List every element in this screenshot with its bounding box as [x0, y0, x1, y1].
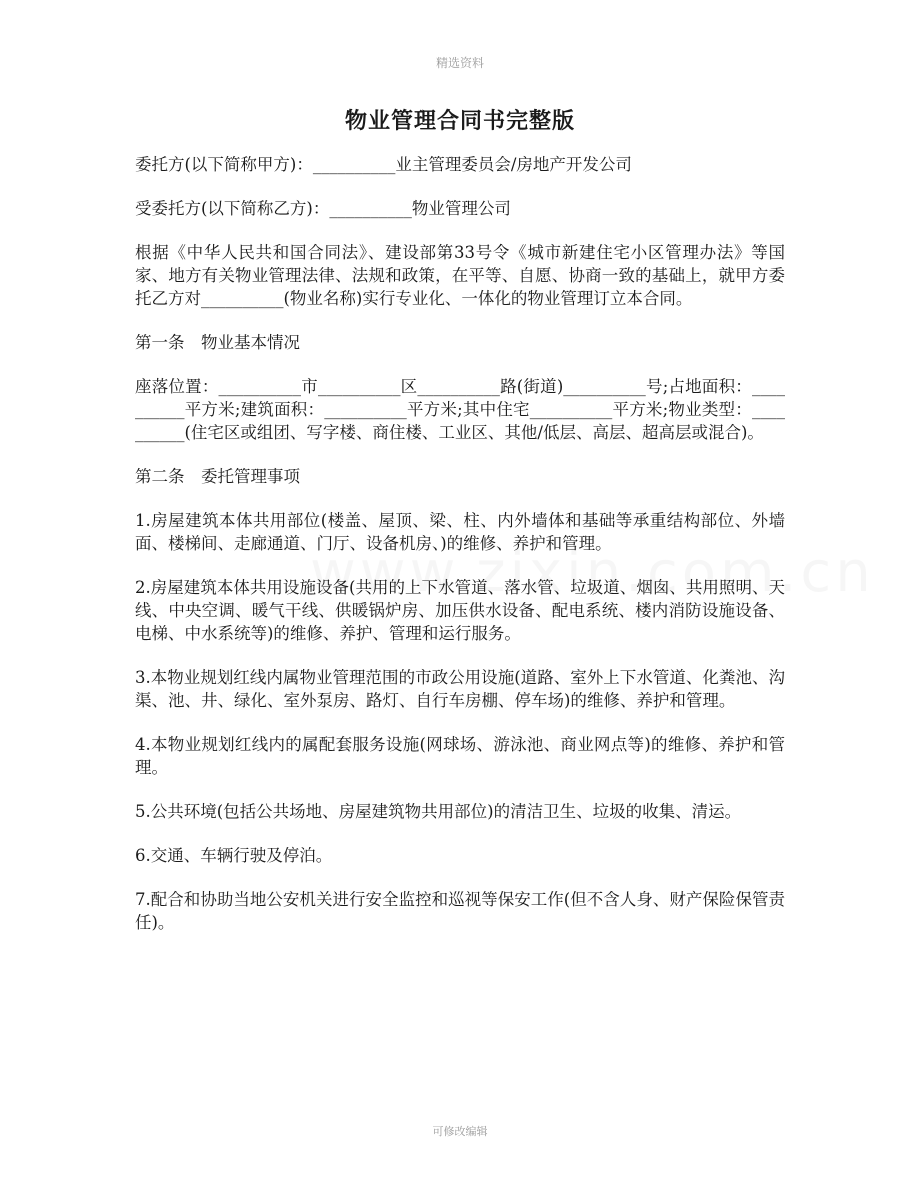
property-info-paragraph: 座落位置：__________市__________区__________路(街道)__________号;占地面积：__________平方米;建筑面积：__________平方米;其中住宅__________平方米;物业类型：__________(住宅区或组团、写字楼、商住楼、工业区、其他/低层、高层、超高层或混合)。: [135, 377, 785, 442]
clause-7: 7.配合和协助当地公安机关进行安全监控和巡视等保安工作(但不含人身、财产保险保管责任)。: [135, 890, 785, 932]
clause-1: 1.房屋建筑本体共用部位(楼盖、屋顶、梁、柱、内外墙体和基础等承重结构部位、外墙面、楼梯间、走廊通道、门厅、设备机房、)的维修、养护和管理。: [135, 511, 785, 553]
party-b-line: 受委托方(以下简称乙方)：__________物业管理公司: [135, 199, 511, 218]
clause-4: 4.本物业规划红线内的属配套服务设施(网球场、游泳池、商业网点等)的维修、养护和管理。: [135, 735, 785, 777]
clause-6: 6.交通、车辆行驶及停泊。: [135, 846, 333, 865]
document-title: 物业管理合同书完整版: [344, 108, 575, 134]
article-1-heading: 第一条 物业基本情况: [135, 333, 300, 352]
preamble-paragraph: 根据《中华人民共和国合同法》、建设部第33号令《城市新建住宅小区管理办法》等国家、地方有关物业管理法律、法规和政策，在平等、自愿、协商一致的基础上，就甲方委托乙方对__________(物业名称)实行专业化、一体化的物业管理订立本合同。: [135, 243, 785, 308]
clause-3: 3.本物业规划红线内属物业管理范围的市政公用设施(道路、室外上下水管道、化粪池、沟渠、池、井、绿化、室外泵房、路灯、自行车房棚、停车场)的维修、养护和管理。: [135, 668, 785, 710]
clause-2: 2.房屋建筑本体共用设施设备(共用的上下水管道、落水管、垃圾道、烟囱、共用照明、天线、中央空调、暖气干线、供暖锅炉房、加压供水设备、配电系统、楼内消防设施设备、电梯、中水系统等)的维修、养护、管理和运行服务。: [135, 578, 785, 643]
footer-mark: 可修改编辑: [432, 1125, 488, 1138]
document-body: [135, 104, 785, 955]
party-a-line: 委托方(以下简称甲方)：__________业主管理委员会/房地产开发公司: [135, 155, 632, 174]
article-2-heading: 第二条 委托管理事项: [135, 467, 300, 486]
clause-5: 5.公共环境(包括公共场地、房屋建筑物共用部位)的清洁卫生、垃圾的收集、清运。: [135, 802, 742, 821]
header-mark: 精选资料: [435, 56, 484, 70]
